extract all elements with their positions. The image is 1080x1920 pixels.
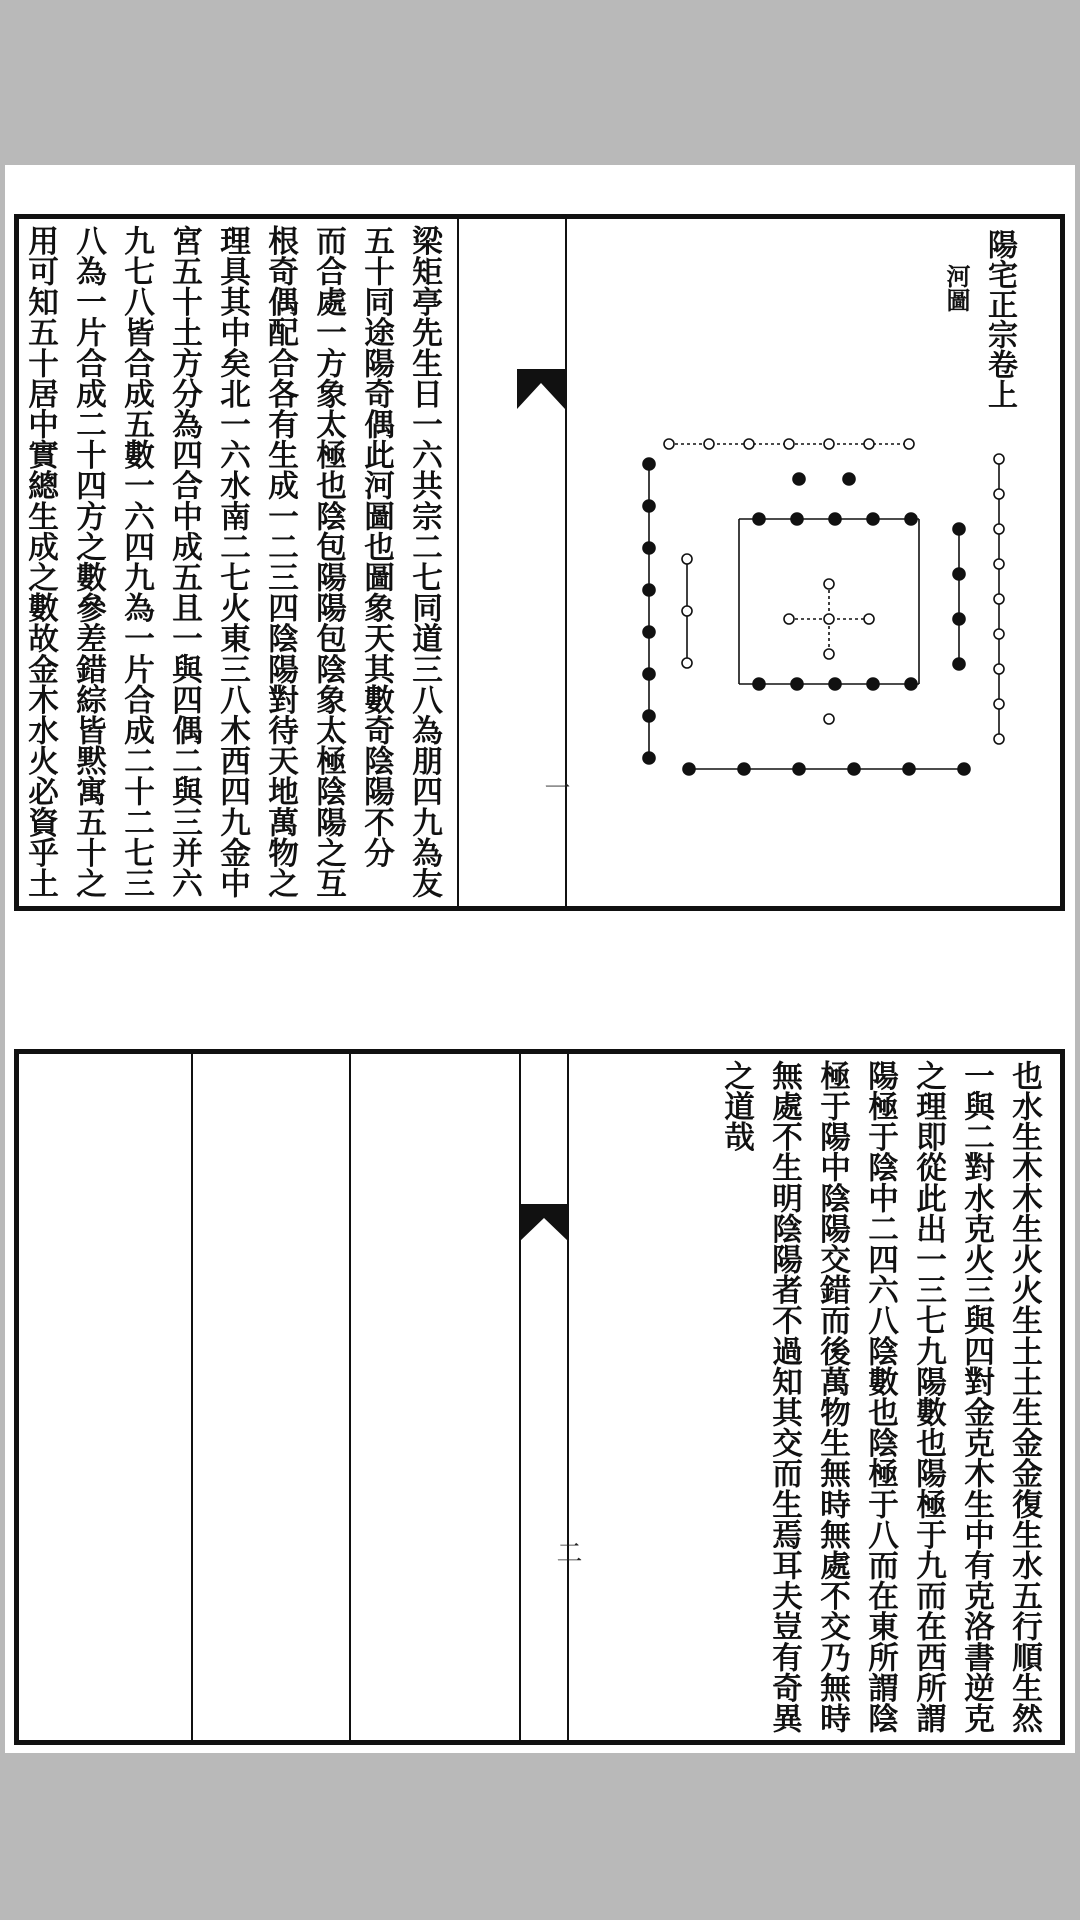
text-column: 理具其中矣北一六水南二七火東三八木西四九金中 [214, 225, 251, 899]
blank-column-rule-2 [349, 1054, 351, 1740]
yin-dot [958, 763, 970, 775]
hetu-diagram [609, 419, 1009, 779]
yang-dot [994, 489, 1004, 499]
yin-dot [953, 658, 965, 670]
yin-dot [643, 668, 655, 680]
yin-dot [643, 500, 655, 512]
text-column: 陽極于陰中二四六八陰數也陰極于八而在東所謂陰 [862, 1060, 899, 1734]
yang-dot [864, 439, 874, 449]
yin-dot [791, 678, 803, 690]
center-fold-rule-right [565, 219, 567, 906]
blank-column-rule-1 [191, 1054, 193, 1740]
text-column: 八為一片合成二十四方之數參差錯綜皆黙寓五十之 [70, 225, 107, 899]
yin-dot [753, 513, 765, 525]
yang-dot [704, 439, 714, 449]
yang-dot [682, 554, 692, 564]
yang-dot [994, 734, 1004, 744]
text-column: 極于陽中陰陽交錯而後萬物生無時無處不交乃無時 [814, 1060, 851, 1734]
yang-dot [824, 614, 834, 624]
folio-number: 二 [552, 1539, 582, 1565]
yin-dot [793, 473, 805, 485]
yin-dot [829, 513, 841, 525]
text-column: 根奇偶配合各有生成一二三四陰陽對待天地萬物之 [262, 225, 299, 899]
fold-fishtail-mark [519, 1204, 569, 1242]
text-column: 之道哉 [718, 1060, 755, 1152]
yang-dot [824, 714, 834, 724]
yin-dot [643, 584, 655, 596]
text-column: 九七八皆合成五數一六四九為一片合成二十二七三 [118, 225, 155, 899]
folio-number: 一 [540, 774, 570, 800]
yang-dot [664, 439, 674, 449]
scanned-sheet [5, 165, 1075, 1753]
book-title: 陽宅正宗卷上 [982, 229, 1017, 409]
yin-dot [643, 458, 655, 470]
yin-dot [683, 763, 695, 775]
yang-dot [994, 664, 1004, 674]
center-fold-rule-right [567, 1054, 569, 1740]
yin-dot [829, 678, 841, 690]
yin-dot [905, 678, 917, 690]
yin-dot [738, 763, 750, 775]
yin-dot [867, 678, 879, 690]
text-column: 一與二對水克火三與四對金克木生中有克洛書逆克 [958, 1060, 995, 1734]
yin-dot [643, 626, 655, 638]
yin-dot [848, 763, 860, 775]
center-fold-rule-left [519, 1054, 521, 1740]
yin-dot [867, 513, 879, 525]
yang-dot [994, 594, 1004, 604]
yin-dot [953, 568, 965, 580]
yang-dot [994, 629, 1004, 639]
yin-dot [903, 763, 915, 775]
yang-dot [784, 439, 794, 449]
yang-dot [994, 524, 1004, 534]
yin-dot [843, 473, 855, 485]
yang-dot [994, 559, 1004, 569]
text-column: 梁矩亭先生日一六共宗二七同道三八為朋四九為友 [406, 225, 443, 899]
yang-dot [824, 649, 834, 659]
bottom-page [14, 1049, 1065, 1745]
yin-dot [953, 523, 965, 535]
yang-dot [824, 439, 834, 449]
text-column: 無處不生明陰陽者不過知其交而生焉耳夫豈有奇異 [766, 1060, 803, 1734]
yin-dot [905, 513, 917, 525]
yin-dot [753, 678, 765, 690]
fold-fishtail-mark [517, 369, 565, 409]
yang-dot [864, 614, 874, 624]
text-column: 宮五十土方分為四合中成五且一與四偶二與三并六 [166, 225, 203, 899]
yang-dot [784, 614, 794, 624]
yang-dot [994, 454, 1004, 464]
yin-dot [793, 763, 805, 775]
text-column: 用可知五十居中實總生成之數故金木水火必資乎土 [22, 225, 59, 899]
text-column: 而合處一方象太極也陰包陽陽包陰象太極陰陽之互 [310, 225, 347, 899]
yang-dot [682, 658, 692, 668]
center-fold-rule-left [457, 219, 459, 906]
figure-caption: 河圖 [942, 264, 971, 312]
yin-dot [643, 752, 655, 764]
yin-dot [643, 542, 655, 554]
text-column: 五十同途陽奇偶此河圖也圖象天其數奇陰陽不分 [358, 225, 395, 868]
yang-dot [824, 579, 834, 589]
yin-dot [791, 513, 803, 525]
yang-dot [744, 439, 754, 449]
top-page [14, 214, 1065, 911]
yang-dot [904, 439, 914, 449]
yang-dot [682, 606, 692, 616]
yin-dot [953, 613, 965, 625]
text-column: 之理即從此出一三七九陽數也陽極于九而在西所謂 [910, 1060, 947, 1734]
yang-dot [994, 699, 1004, 709]
yin-dot [643, 710, 655, 722]
text-column: 也水生木木生火火生土土生金金復生水五行順生然 [1006, 1060, 1043, 1734]
